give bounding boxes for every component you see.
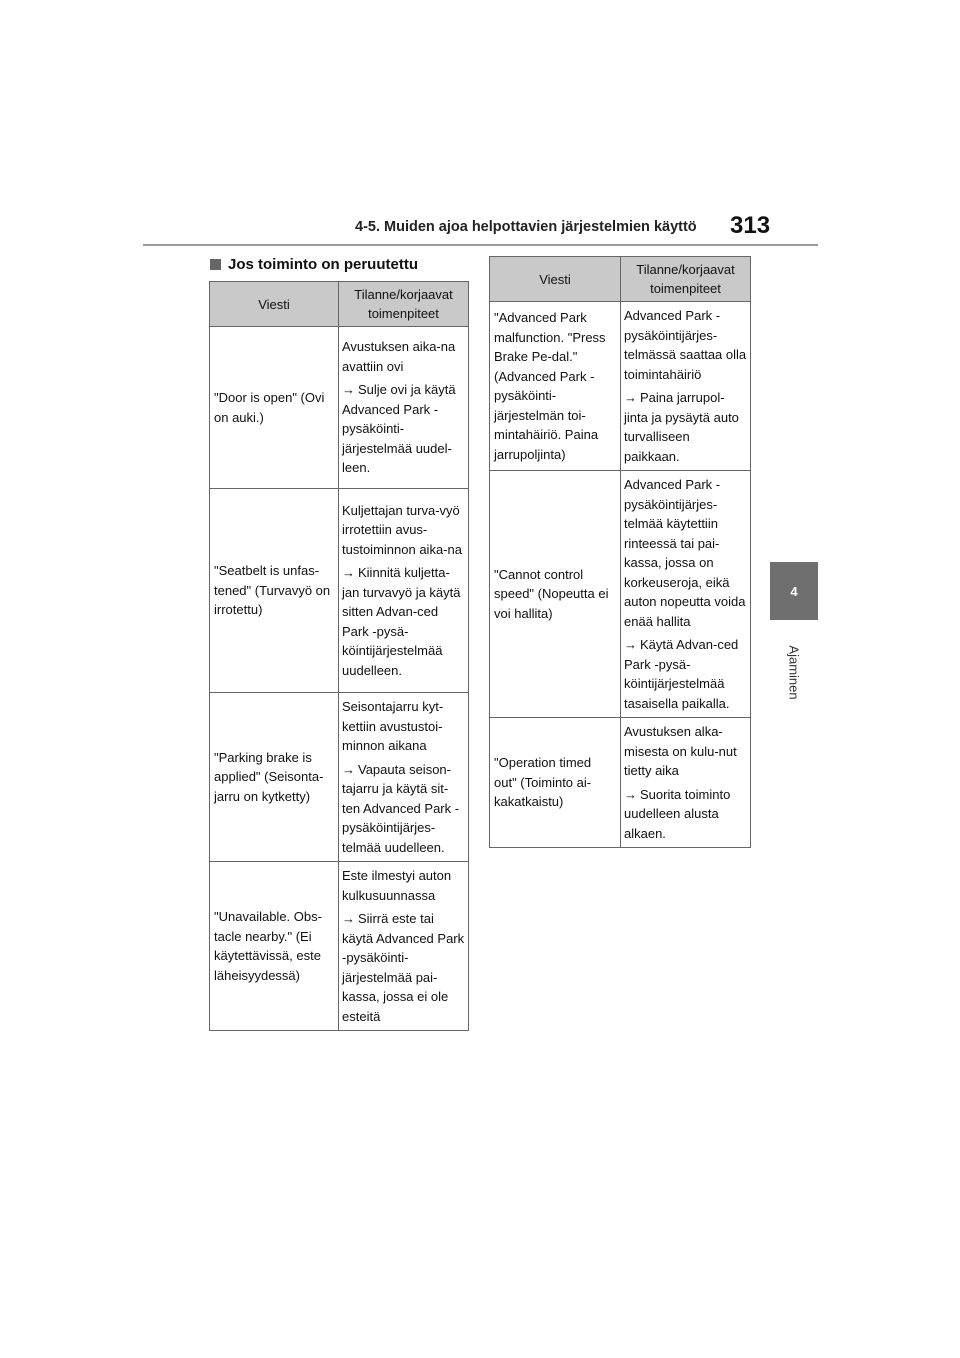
message-cell: "Seatbelt is unfas-tened" (Turvavyö on irrotettu) bbox=[210, 489, 339, 693]
chapter-number: 4 bbox=[790, 583, 798, 599]
message-cell: "Operation timed out" (Toiminto ai-kakatkaistu) bbox=[490, 718, 621, 848]
situation-text: Este ilmestyi auton kulkusuunnassa bbox=[342, 868, 452, 903]
column-header-message: Viesti bbox=[490, 257, 621, 302]
message-cell: "Parking brake is applied" (Seisonta-jarru on kytketty) bbox=[210, 693, 339, 862]
action-text: → Siirrä este tai käytä Advanced Park -pysäköinti-järjestelmää pai-kassa, jossa ei ole esteitä bbox=[342, 911, 465, 1024]
message-cell: "Advanced Park malfunction. "Press Brake Pe-dal." (Advanced Park -pysäköinti-järjestelmän toi-mintahäiriö. Paina jarrupoljinta) bbox=[490, 302, 621, 471]
situation-cell bbox=[339, 862, 469, 1031]
table-header-row bbox=[490, 257, 751, 302]
section-title-text: Jos toiminto on peruutettu bbox=[228, 256, 418, 273]
table-row bbox=[210, 327, 469, 489]
action-text: → Vapauta seison-tajarru ja käytä sit-ten Advanced Park -pysäköintijärjes-telmää uudelleen. bbox=[342, 761, 460, 855]
square-bullet-icon bbox=[210, 259, 221, 270]
message-table-right bbox=[489, 256, 751, 848]
action-text: → Kiinnitä kuljetta-jan turvavyö ja käytä sitten Advan-ced Park -pysä-köintijärjestelmää uudelleen. bbox=[342, 565, 461, 678]
column-header-message: Viesti bbox=[210, 282, 339, 327]
situation-text: Avustuksen aika-na avattiin ovi bbox=[342, 339, 456, 374]
situation-text: Advanced Park -pysäköintijärjes-telmässä saattaa olla toimintahäiriö bbox=[624, 308, 747, 382]
message-cell: "Unavailable. Obs-tacle nearby." (Ei käytettävissä, este läheisyydessä) bbox=[210, 862, 339, 1031]
message-cell: "Door is open" (Ovi on auki.) bbox=[210, 327, 339, 489]
table-row bbox=[490, 718, 751, 848]
section-title bbox=[210, 256, 418, 273]
situation-cell bbox=[339, 489, 469, 693]
situation-text: Avustuksen alka-misesta on kulu-nut tietty aika bbox=[624, 724, 737, 778]
message-cell: "Cannot control speed" (Nopeutta ei voi hallita) bbox=[490, 471, 621, 718]
situation-cell bbox=[621, 302, 751, 471]
situation-cell bbox=[621, 718, 751, 848]
arrow-right-icon: → bbox=[342, 911, 355, 926]
action-text: → Sulje ovi ja käytä Advanced Park -pysäköinti-järjestelmää uudel-leen. bbox=[342, 382, 456, 476]
situation-text: Kuljettajan turva-vyö irrotettiin avus-tustoiminnon aika-na bbox=[342, 502, 462, 557]
chapter-tab bbox=[770, 562, 818, 620]
message-table-left bbox=[209, 281, 469, 1031]
action-text: → Käytä Advan-ced Park -pysä-köintijärjestelmää tasaisella paikalla. bbox=[624, 637, 739, 711]
situation-cell bbox=[339, 327, 469, 489]
table-header-row bbox=[210, 282, 469, 327]
situation-cell bbox=[339, 693, 469, 862]
situation-text: Seisontajarru kyt-kettiin avustustoi-minnon aikana bbox=[342, 699, 444, 753]
arrow-right-icon: → bbox=[624, 786, 637, 802]
table-row bbox=[490, 302, 751, 471]
action-text: → Suorita toiminto uudelleen alusta alkaen. bbox=[624, 786, 731, 841]
page-number: 313 bbox=[730, 212, 771, 239]
action-text: → Paina jarrupol-jinta ja pysäytä auto turvalliseen paikkaan. bbox=[624, 390, 739, 464]
table-row bbox=[210, 862, 469, 1031]
table-row bbox=[210, 489, 469, 693]
chapter-header-title: 4-5. Muiden ajoa helpottavien järjestelmien käyttö bbox=[355, 219, 697, 235]
arrow-right-icon: → bbox=[342, 761, 355, 777]
arrow-right-icon: → bbox=[624, 637, 637, 652]
arrow-right-icon: → bbox=[342, 565, 355, 581]
header-divider bbox=[143, 244, 818, 246]
chapter-side-label: Ajaminen bbox=[786, 645, 802, 700]
table-row bbox=[490, 471, 751, 718]
arrow-right-icon: → bbox=[624, 390, 637, 405]
column-header-situation: Tilanne/korjaavat toimenpiteet bbox=[339, 282, 469, 327]
table-row bbox=[210, 693, 469, 862]
situation-text: Advanced Park -pysäköintijärjes-telmää käytettiin rinteessä tai pai-kassa, jossa on korkeuseroja, eikä auton nopeutta voida enää hallita bbox=[624, 477, 746, 629]
column-header-situation: Tilanne/korjaavat toimenpiteet bbox=[621, 257, 751, 302]
situation-cell bbox=[621, 471, 751, 718]
arrow-right-icon: → bbox=[342, 382, 355, 398]
